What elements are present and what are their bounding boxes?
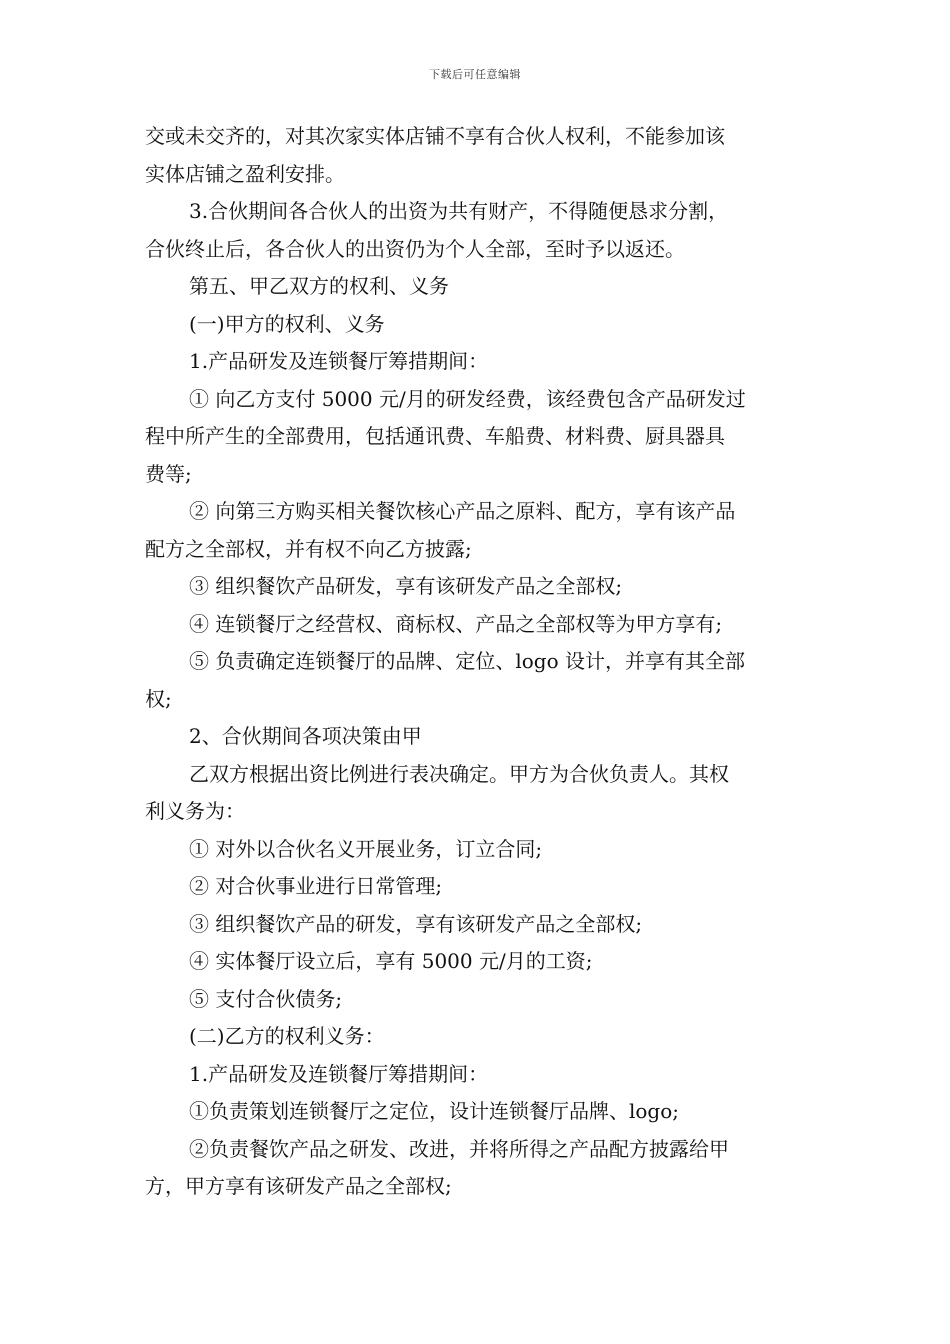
paragraph-line: 权; xyxy=(145,686,172,711)
paragraph-line: ⑤ 支付合伙债务; xyxy=(189,986,343,1011)
paragraph-line: ④ 实体餐厅设立后，享有 5000 元/月的工资; xyxy=(189,949,593,973)
paragraph-line: ① 向乙方支付 5000 元/月的研发经费，该经费包含产品研发过 xyxy=(189,386,746,411)
page-header: 下载后可任意编辑 xyxy=(429,68,521,81)
paragraph-line: 合伙终止后，各合伙人的出资仍为个人全部，至时予以返还。 xyxy=(145,236,685,261)
paragraph-line: 利义务为： xyxy=(145,799,245,823)
paragraph-line: ③ 组织餐饮产品的研发，享有该研发产品之全部权; xyxy=(189,911,643,936)
section-heading: 第五、甲乙双方的权利、义务 xyxy=(189,274,449,298)
paragraph-line: ①负责策划连锁餐厅之定位，设计连锁餐厅品牌、logo; xyxy=(189,1099,680,1123)
paragraph-line: ① 对外以合伙名义开展业务，订立合同; xyxy=(189,836,543,861)
paragraph-line: 乙双方根据出资比例进行表决确定。甲方为合伙负责人。其权 xyxy=(189,761,729,786)
subsection-heading: (一)甲方的权利、义务 xyxy=(189,311,385,336)
paragraph-line: 程中所产生的全部费用，包括通讯费、车船费、材料费、厨具器具 xyxy=(145,424,725,448)
paragraph-line: ④ 连锁餐厅之经营权、商标权、产品之全部权等为甲方享有; xyxy=(189,611,723,636)
paragraph-line: 交或未交齐的，对其次家实体店铺不享有合伙人权利，不能参加该 xyxy=(145,124,725,148)
document-body xyxy=(145,118,810,1206)
paragraph-line: 3.合伙期间各合伙人的出资为共有财产，不得随便恳求分割， xyxy=(189,199,729,223)
paragraph-line: 费等; xyxy=(145,461,192,486)
paragraph-line: 配方之全部权，并有权不向乙方披露; xyxy=(145,536,472,561)
item-heading: 1.产品研发及连锁餐厅筹措期间： xyxy=(189,1061,489,1086)
paragraph-line: ② 对合伙事业进行日常管理; xyxy=(189,874,443,898)
paragraph-line: ②负责餐饮产品之研发、改进，并将所得之产品配方披露给甲 xyxy=(189,1136,729,1161)
paragraph-line: ③ 组织餐饮产品研发，享有该研发产品之全部权; xyxy=(189,574,623,598)
item-heading: 2、合伙期间各项决策由甲 xyxy=(189,724,422,748)
paragraph-line: ⑤ 负责确定连锁餐厅的品牌、定位、logo 设计，并享有其全部 xyxy=(189,649,745,673)
paragraph-line: ② 向第三方购买相关餐饮核心产品之原料、配方，享有该产品 xyxy=(189,499,736,523)
paragraph-line: 实体店铺之盈利安排。 xyxy=(145,161,345,186)
subsection-heading: (二)乙方的权利义务： xyxy=(189,1024,385,1048)
item-heading: 1.产品研发及连锁餐厅筹措期间： xyxy=(189,349,489,373)
paragraph-line: 方，甲方享有该研发产品之全部权; xyxy=(145,1174,452,1198)
